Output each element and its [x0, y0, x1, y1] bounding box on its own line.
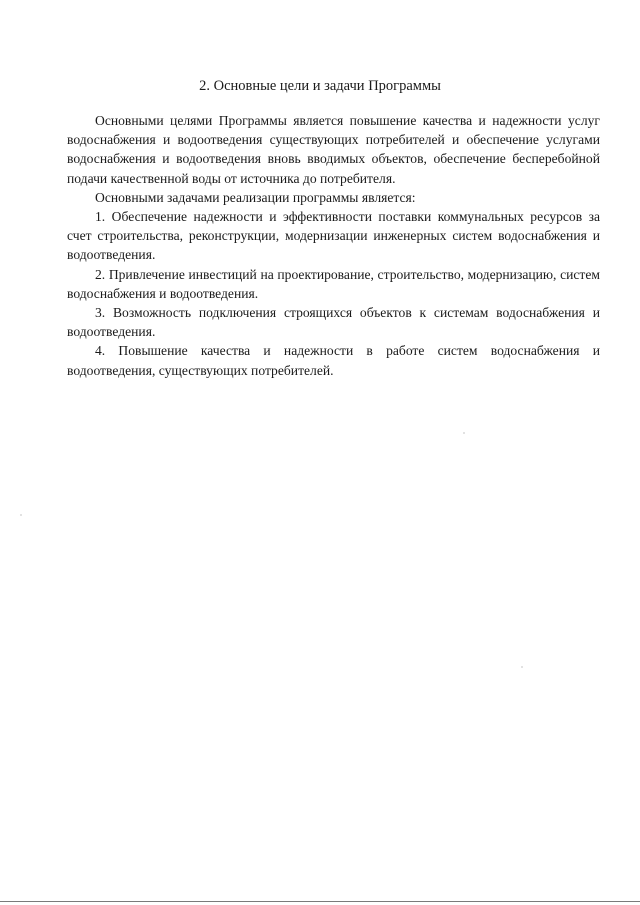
- task-item-4: 4. Повышение качества и надежности в работе систем водоснабжения и водоотведения, существующих потребителей.: [67, 343, 600, 378]
- paragraph-tasks-intro: Основными задачами реализации программы является:: [95, 189, 416, 205]
- section-body: [67, 111, 600, 380]
- scan-speck: [463, 432, 465, 434]
- paragraph-goals: Основными целями Программы является повышение качества и надежности услуг водоснабжения и водоотведения существующих потребителей и обеспечение услугами водоснабжения и водоотведения вновь вводимых объектов, обеспечение бесперебойной подачи качественной воды от источника до потребителя.: [67, 113, 600, 186]
- task-item-2: 2. Привлечение инвестиций на проектирование, строительство, модернизацию, систем водоснабжения и водоотведения.: [67, 266, 600, 301]
- task-item-1: 1. Обеспечение надежности и эффективности поставки коммунальных ресурсов за счет строительства, реконструкции, модернизации инженерных систем водоснабжения и водоотведения.: [67, 209, 600, 263]
- task-item-3: 3. Возможность подключения строящихся объектов к системам водоснабжения и водоотведения.: [67, 305, 600, 340]
- scan-speck: [521, 666, 523, 668]
- section-title: 2. Основные цели и задачи Программы: [199, 78, 441, 94]
- page-bottom-edge: [0, 901, 640, 902]
- scan-speck: [20, 514, 22, 516]
